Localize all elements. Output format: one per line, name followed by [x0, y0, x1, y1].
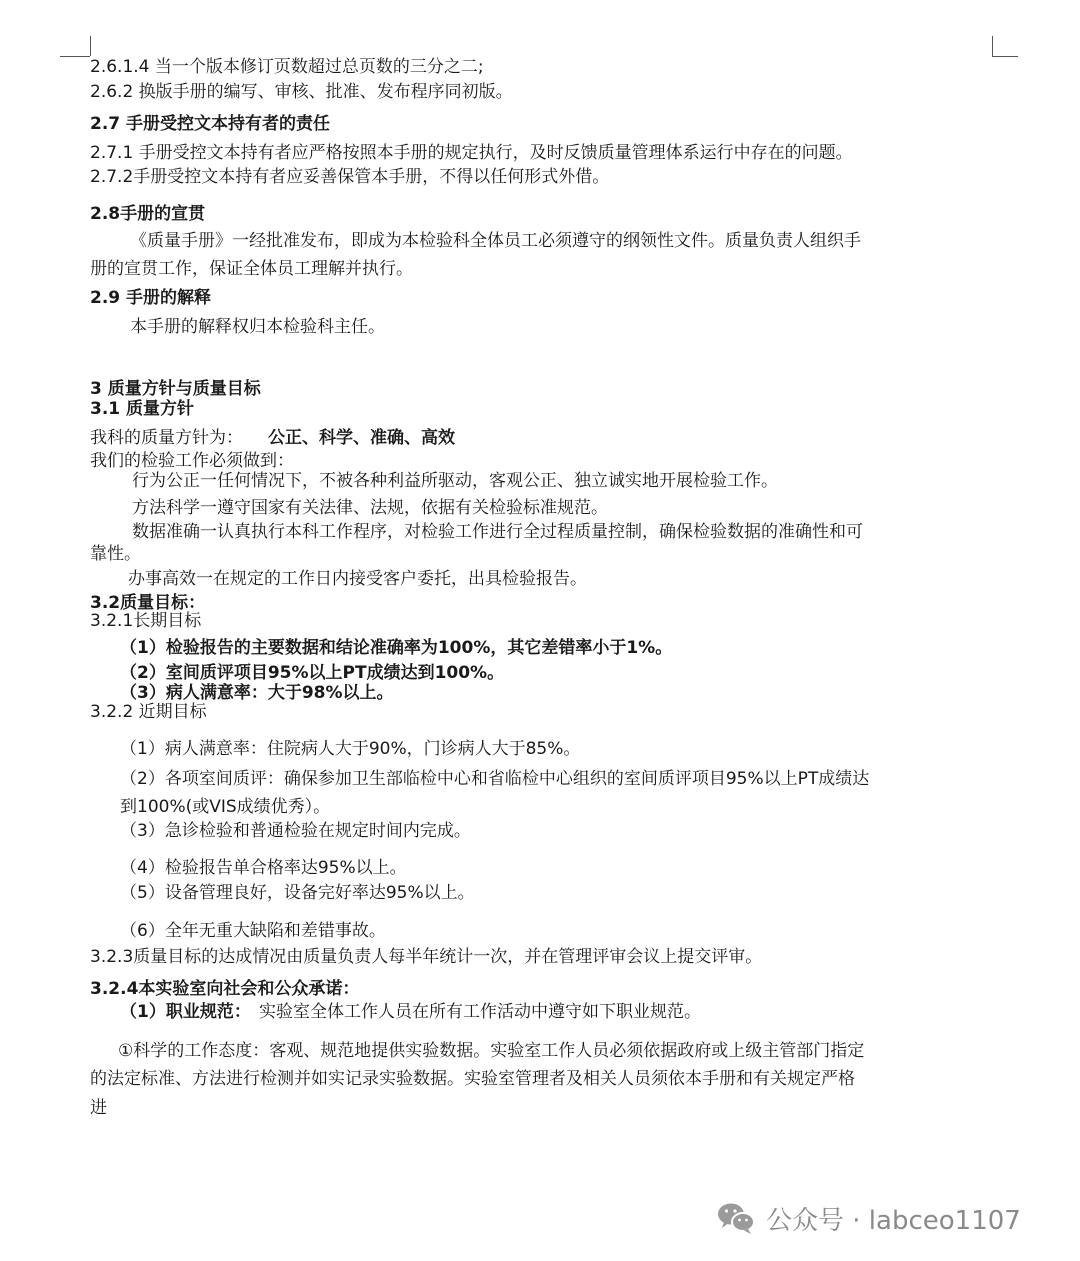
text-line: 实验室全体工作人员在所有工作活动中遵守如下职业规范。 [259, 1002, 701, 1022]
text-line: 方法科学一遵守国家有关法律、法规，依据有关检验标准规范。 [132, 498, 608, 518]
wechat-icon [716, 1201, 756, 1235]
watermark [716, 1198, 1021, 1238]
crop-mark-top-left [60, 56, 90, 57]
text-line: ①科学的工作态度：客观、规范地提供实验数据。实验室工作人员必须依据政府或上级主管部门指定 [118, 1041, 865, 1061]
section-heading: 2.7 手册受控文本持有者的责任 [90, 114, 331, 134]
quality-policy: 公正、科学、准确、高效 [268, 428, 455, 448]
short-term-goal: （2）各项室间质评：确保参加卫生部临检中心和省临检中心组织的室间质评项目95%以上PT成绩达 [120, 769, 870, 789]
text-line: 进 [90, 1098, 107, 1118]
short-term-goal: （5）设备管理良好，设备完好率达95%以上。 [120, 883, 475, 903]
text-line: 3.2.2 近期目标 [90, 702, 207, 722]
text-line: 到100%(或VIS成绩优秀）。 [120, 797, 331, 817]
section-heading: 3.2.4本实验室向社会和公众承诺： [90, 979, 360, 999]
text-line: 《质量手册》一经批准发布，即成为本检验科全体员工必须遵守的纲领性文件。质量负责人组织手 [130, 231, 861, 251]
text-line: 2.7.2手册受控文本持有者应妥善保管本手册，不得以任何形式外借。 [90, 167, 610, 187]
text-line: 本手册的解释权归本检验科主任。 [130, 317, 385, 337]
text-line: 3.2.1长期目标 [90, 611, 202, 631]
text-line: 数据准确一认真执行本科工作程序，对检验工作进行全过程质量控制，确保检验数据的准确性和可 [132, 522, 863, 542]
text-line: 册的宣贯工作，保证全体员工理解并执行。 [90, 259, 413, 279]
text-line: 我们的检验工作必须做到： [90, 451, 294, 471]
text-line: 的法定标准、方法进行检测并如实记录实验数据。实验室管理者及相关人员须依本手册和有关规定严格 [90, 1069, 855, 1089]
long-term-goal: （1）检验报告的主要数据和结论准确率为100%，其它差错率小于1%。 [120, 638, 673, 658]
professional-norms-label: （1）职业规范： [120, 1002, 251, 1022]
text-line: 办事高效一在规定的工作日内接受客户委托，出具检验报告。 [128, 569, 587, 589]
text-line: 行为公正一任何情况下，不被各种利益所驱动，客观公正、独立诚实地开展检验工作。 [132, 471, 778, 491]
text-line: 2.6.1.4 当一个版本修订页数超过总页数的三分之二; [90, 57, 484, 77]
chapter-heading: 3 质量方针与质量目标 [90, 379, 261, 399]
section-heading: 2.9 手册的解释 [90, 288, 212, 308]
short-term-goal: （1）病人满意率：住院病人大于90%，门诊病人大于85%。 [120, 739, 581, 759]
short-term-goal: （3）急诊检验和普通检验在规定时间内完成。 [120, 821, 471, 841]
text-line: 3.2.3质量目标的达成情况由质量负责人每半年统计一次，并在管理评审会议上提交评审。 [90, 947, 763, 967]
short-term-goal: （4）检验报告单合格率达95%以上。 [120, 858, 407, 878]
crop-mark-top-right-vertical [992, 36, 993, 56]
text-line: 2.7.1 手册受控文本持有者应严格按照本手册的规定执行，及时反馈质量管理体系运行中存在的问题。 [90, 143, 853, 163]
section-heading: 2.8手册的宣贯 [90, 204, 206, 224]
text-line: 靠性。 [90, 544, 141, 564]
text-line: 2.6.2 换版手册的编写、审核、批准、发布程序同初版。 [90, 82, 513, 102]
section-heading: 3.2质量目标： [90, 593, 206, 613]
long-term-goal: （2）室间质评项目95%以上PT成绩达到100%。 [120, 663, 505, 683]
long-term-goal: （3）病人满意率：大于98%以上。 [120, 683, 394, 703]
short-term-goal: （6）全年无重大缺陷和差错事故。 [120, 921, 386, 941]
crop-mark-top-left-vertical [90, 36, 91, 56]
crop-mark-top-right [992, 56, 1018, 57]
text-line: 我科的质量方针为： [90, 428, 243, 448]
section-heading: 3.1 质量方针 [90, 399, 195, 419]
watermark-text: 公众号 · labceo1107 [766, 1205, 1021, 1236]
